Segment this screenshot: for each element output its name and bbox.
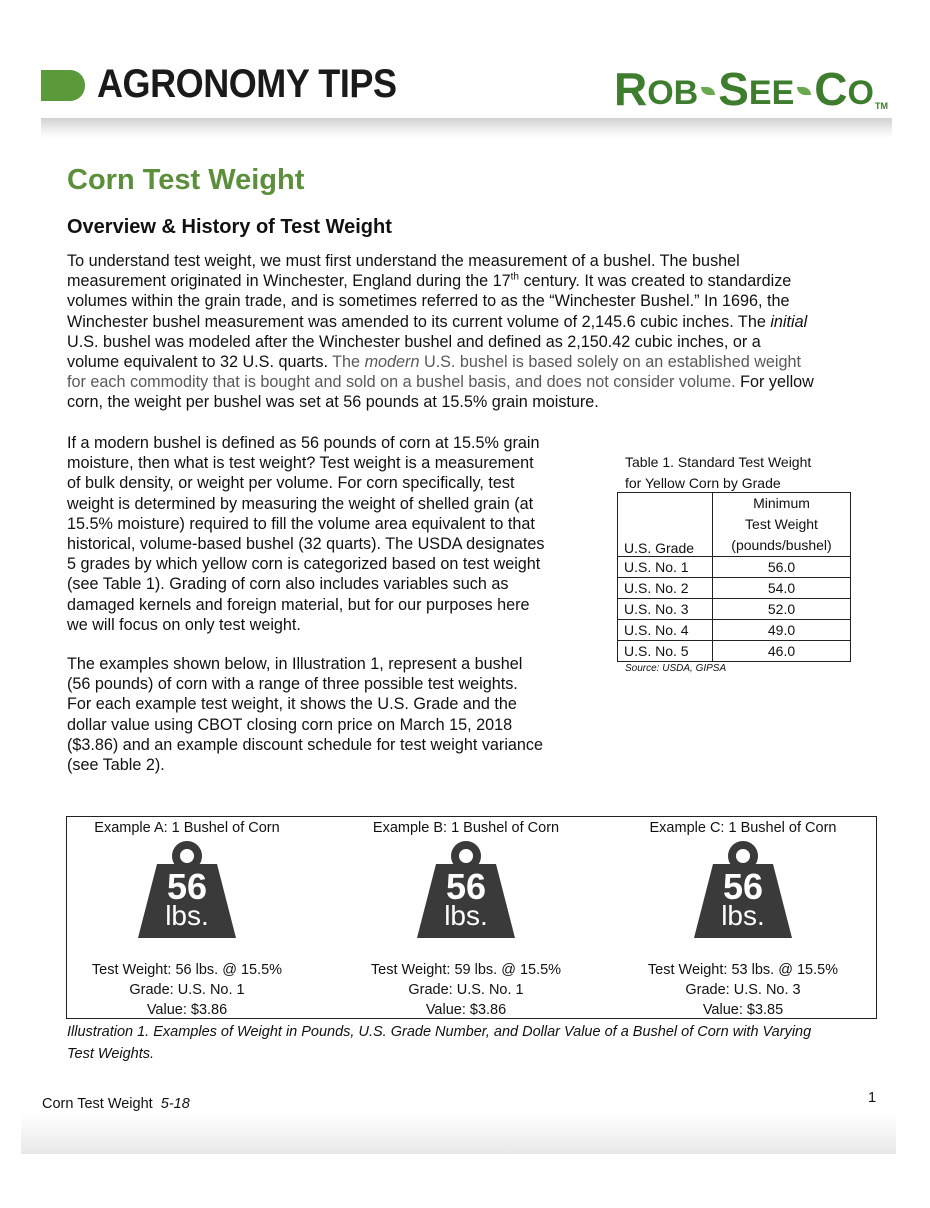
superscript: th xyxy=(510,271,519,283)
example-label: Example B: 1 Bushel of Corn xyxy=(372,820,560,836)
example-c xyxy=(613,818,873,1020)
table-source: Source: USDA, GIPSA xyxy=(625,663,727,674)
brand-logo xyxy=(614,56,888,115)
text-line: volumes within the grain trade, and is sometimes referred to as the “Winchester Bushel.” In 1696, the xyxy=(67,292,790,311)
brand-c: C xyxy=(814,63,848,115)
text-line: (see Table 2). xyxy=(67,756,165,775)
example-stats xyxy=(613,960,873,1020)
illustration-caption xyxy=(67,1021,867,1065)
text-line: (see Table 1). Grading of corn also includes variables such as xyxy=(67,575,509,594)
paragraph-examples xyxy=(67,654,607,775)
example-b xyxy=(336,818,596,1020)
table-header-row xyxy=(618,493,851,557)
weight-icon xyxy=(691,840,795,940)
brand-r: R xyxy=(614,63,648,115)
text-line: corn, the weight per bushel was set at 56 pounds at 15.5% grain moisture. xyxy=(67,393,599,412)
example-a xyxy=(57,818,317,1020)
test-weight-text: Test Weight: 59 lbs. @ 15.5% xyxy=(370,962,562,978)
cell-grade: U.S. No. 4 xyxy=(618,620,713,641)
text-line: ($3.86) and an example discount schedule for test weight variance xyxy=(67,735,544,754)
table-row xyxy=(618,557,851,578)
weight-number: 56 xyxy=(166,866,208,907)
header-weight xyxy=(713,493,851,557)
brand-ob: OB xyxy=(647,74,699,112)
cell-weight: 46.0 xyxy=(713,641,851,662)
weight-unit: lbs. xyxy=(444,900,488,931)
footer-code: 5-18 xyxy=(160,1096,190,1112)
table-row xyxy=(618,620,851,641)
example-stats xyxy=(57,960,317,1020)
grade-table xyxy=(617,492,851,662)
test-weight-text: Test Weight: 56 lbs. @ 15.5% xyxy=(91,962,283,978)
paragraph-history xyxy=(67,251,897,413)
text-line: we will focus on only test weight. xyxy=(67,615,301,634)
text-run: for each commodity that is bought and sold on a bushel basis, and does not consider volume. xyxy=(67,373,736,392)
text-run: For yellow xyxy=(735,373,814,392)
header-title: AGRONOMY TIPS xyxy=(97,62,397,106)
weight-number: 56 xyxy=(722,866,764,907)
header-grade: U.S. Grade xyxy=(618,493,713,557)
text-line: U.S. bushel was modeled after the Winchester bushel and defined as 2,150.42 cubic inches, or a xyxy=(67,332,761,351)
text-line: The examples shown below, in Illustration 1, represent a bushel xyxy=(67,655,523,673)
weight-number: 56 xyxy=(445,866,487,907)
leaf-icon xyxy=(701,87,715,95)
value-text: Value: $3.85 xyxy=(702,1002,784,1018)
cell-grade: U.S. No. 1 xyxy=(618,557,713,578)
footer-doc-name xyxy=(42,1096,190,1112)
header-tab-marker xyxy=(41,70,85,101)
caption-line: Test Weights. xyxy=(67,1046,155,1062)
grade-text: Grade: U.S. No. 3 xyxy=(685,982,801,998)
text-line: historical, volume-based bushel (32 quarts). The USDA designates xyxy=(67,535,545,554)
table-1-caption xyxy=(625,452,811,494)
header-shade-bar xyxy=(41,118,892,138)
example-stats xyxy=(336,960,596,1020)
brand-s: S xyxy=(718,63,749,115)
text-run: century. It was created to standardize xyxy=(518,272,792,291)
caption-line: Table 1. Standard Test Weight xyxy=(625,454,812,470)
cell-grade: U.S. No. 3 xyxy=(618,599,713,620)
text-line: To understand test weight, we must first understand the measurement of a bushel. The bushel xyxy=(67,252,740,270)
illustration-box xyxy=(66,816,877,1019)
text-line: (56 pounds) of corn with a range of three possible test weights. xyxy=(67,675,518,694)
trademark: TM xyxy=(874,101,888,111)
text-line xyxy=(67,352,897,372)
weight-unit: lbs. xyxy=(721,900,765,931)
text-line: If a modern bushel is defined as 56 pounds of corn at 15.5% grain xyxy=(67,434,540,452)
cell-grade: U.S. No. 5 xyxy=(618,641,713,662)
text-line: dollar value using CBOT closing corn price on March 15, 2018 xyxy=(67,715,513,734)
text-run: U.S. bushel is based solely on an established weight xyxy=(419,353,801,372)
text-line xyxy=(67,312,897,332)
cell-weight: 52.0 xyxy=(713,599,851,620)
example-label: Example C: 1 Bushel of Corn xyxy=(649,820,837,836)
caption-line: for Yellow Corn by Grade xyxy=(625,475,781,491)
test-weight-text: Test Weight: 53 lbs. @ 15.5% xyxy=(647,962,839,978)
text-run: Winchester bushel measurement was amended to its current volume of 2,145.6 cubic inches. The xyxy=(67,312,771,331)
cell-weight: 49.0 xyxy=(713,620,851,641)
table-row xyxy=(618,641,851,662)
text-line: moisture, then what is test weight? Test weight is a measurement xyxy=(67,454,534,473)
italic-term: initial xyxy=(770,312,808,331)
text-line: For each example test weight, it shows the U.S. Grade and the xyxy=(67,695,517,714)
footer-name: Corn Test Weight xyxy=(42,1096,153,1112)
text-line xyxy=(67,271,897,291)
text-line xyxy=(67,372,897,392)
grade-text: Grade: U.S. No. 1 xyxy=(408,982,524,998)
header-line: (pounds/bushel) xyxy=(731,537,832,553)
page-number: 1 xyxy=(868,1090,877,1106)
grade-text: Grade: U.S. No. 1 xyxy=(129,982,245,998)
table-row xyxy=(618,599,851,620)
footer-shade-bar xyxy=(21,1114,896,1154)
brand-ee: EE xyxy=(748,74,795,112)
leaf-icon xyxy=(797,87,811,95)
text-run: measurement originated in Winchester, England during the 17 xyxy=(67,272,511,291)
cell-weight: 54.0 xyxy=(713,578,851,599)
paragraph-test-weight xyxy=(67,433,607,635)
text-run: volume equivalent to 32 U.S. quarts. xyxy=(67,353,333,372)
document-title: Corn Test Weight xyxy=(67,164,305,196)
caption-line: Illustration 1. Examples of Weight in Pounds, U.S. Grade Number, and Dollar Value of a Bushel of Corn with Varying xyxy=(67,1024,812,1040)
weight-icon xyxy=(135,840,239,940)
weight-icon xyxy=(414,840,518,940)
text-line: 5 grades by which yellow corn is categorized based on test weight xyxy=(67,555,541,574)
value-text: Value: $3.86 xyxy=(425,1002,507,1018)
example-label: Example A: 1 Bushel of Corn xyxy=(94,820,280,836)
brand-o: O xyxy=(847,74,874,112)
text-line: 15.5% moisture) required to fill the volume area equivalent to that xyxy=(67,514,535,533)
value-text: Value: $3.86 xyxy=(146,1002,228,1018)
text-line: of bulk density, or weight per volume. For corn specifically, test xyxy=(67,474,515,493)
header-line: Test Weight xyxy=(745,516,818,532)
weight-unit: lbs. xyxy=(165,900,209,931)
section-title: Overview & History of Test Weight xyxy=(67,216,392,238)
text-line: weight is determined by measuring the weight of shelled grain (at xyxy=(67,494,534,513)
text-line: damaged kernels and foreign material, but for our purposes here xyxy=(67,595,530,614)
text-run: The xyxy=(332,353,365,372)
cell-grade: U.S. No. 2 xyxy=(618,578,713,599)
cell-weight: 56.0 xyxy=(713,557,851,578)
header-line: Minimum xyxy=(753,495,810,511)
italic-term: modern xyxy=(364,353,420,372)
table-row xyxy=(618,578,851,599)
